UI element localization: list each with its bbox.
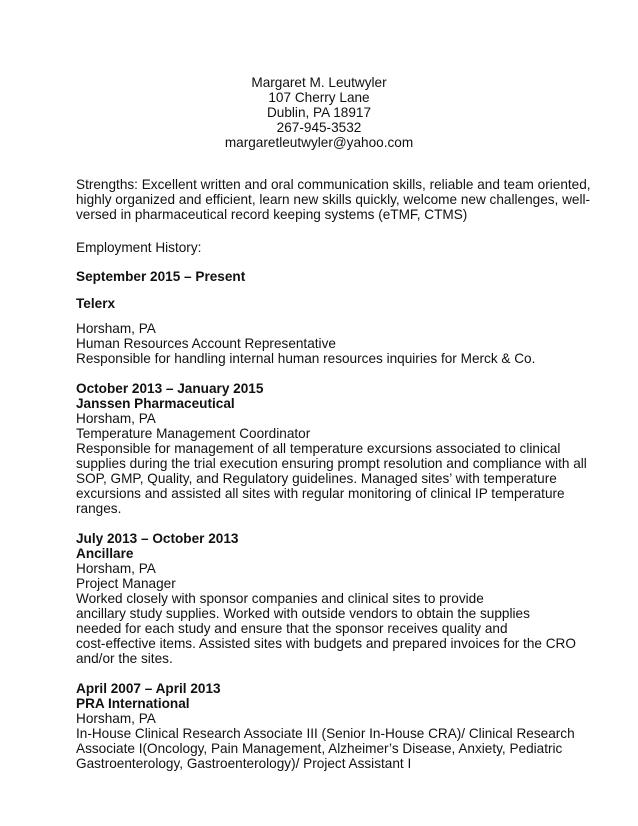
job-entry: [76, 531, 576, 666]
job-company: PRA International: [76, 696, 190, 711]
job-description-line: and/or the sites.: [76, 651, 173, 666]
contact-name: Margaret M. Leutwyler: [251, 75, 387, 90]
contact-header: [0, 75, 638, 150]
job-description-line: Responsible for management of all temperature excursions associated to clinical: [76, 441, 561, 456]
job-description-line: cost-effective items. Assisted sites with budgets and prepared invoices for the CRO: [76, 636, 576, 651]
job-description-line: SOP, GMP, Quality, and Regulatory guidelines. Managed sites’ with temperature: [76, 471, 557, 486]
job-dates: September 2015 – Present: [76, 269, 246, 284]
job-title: Human Resources Account Representative: [76, 336, 336, 351]
job-dates: April 2007 – April 2013: [76, 681, 221, 696]
job-description-line: Associate I(Oncology, Pain Management, Alzheimer’s Disease, Anxiety, Pediatric: [76, 741, 563, 756]
job-description-line: supplies during the trial execution ensuring prompt resolution and compliance with all: [76, 456, 587, 471]
job-dates: July 2013 – October 2013: [76, 531, 239, 546]
job-title: Project Manager: [76, 576, 176, 591]
employment-heading-section: [76, 240, 566, 255]
job-description-line: Worked closely with sponsor companies and clinical sites to provide: [76, 591, 484, 606]
contact-email: margaretleutwyler@yahoo.com: [224, 135, 414, 150]
strengths-line: Strengths: Excellent written and oral communication skills, reliable and team oriented,: [76, 177, 591, 192]
employment-heading: Employment History:: [76, 240, 202, 255]
job-entry-details: [76, 296, 566, 311]
resume-body: [76, 177, 591, 771]
contact-phone: 267-945-3532: [276, 120, 362, 135]
job-description-line: needed for each study and ensure that the sponsor receives quality and: [76, 621, 508, 636]
job-entry: [76, 681, 575, 771]
strengths-line: highly organized and efficient, learn new skills quickly, welcome new challenges, well-: [76, 192, 591, 207]
job-description-line: Gastroenterology, Gastroenterology)/ Project Assistant I: [76, 756, 412, 771]
job-dates: October 2013 – January 2015: [76, 381, 264, 396]
job-title: Temperature Management Coordinator: [76, 426, 311, 441]
contact-street: 107 Cherry Lane: [268, 90, 370, 105]
strengths-line: versed in pharmaceutical record keeping systems (eTMF, CTMS): [76, 207, 468, 222]
strengths-section: [76, 177, 591, 222]
contact-city: Dublin, PA 18917: [266, 105, 372, 120]
job-description-line: ranges.: [76, 501, 122, 516]
job-description-line: Responsible for handling internal human resources inquiries for Merck & Co.: [76, 351, 536, 366]
job-company: Ancillare: [76, 546, 134, 561]
job-entry: [76, 269, 566, 284]
job-entry: [76, 381, 587, 516]
job-location: Horsham, PA: [76, 711, 156, 726]
job-description-line: In-House Clinical Research Associate III (Senior In-House CRA)/ Clinical Research: [76, 726, 575, 741]
job-location: Horsham, PA: [76, 411, 156, 426]
job-company: Telerx: [76, 296, 116, 311]
job-location: Horsham, PA: [76, 561, 156, 576]
job-entry-info: [76, 321, 566, 366]
job-company: Janssen Pharmaceutical: [76, 396, 235, 411]
job-description-line: excursions and assisted all sites with regular monitoring of clinical IP temperature: [76, 486, 565, 501]
job-location: Horsham, PA: [76, 321, 156, 336]
job-description-line: ancillary study supplies. Worked with outside vendors to obtain the supplies: [76, 606, 530, 621]
